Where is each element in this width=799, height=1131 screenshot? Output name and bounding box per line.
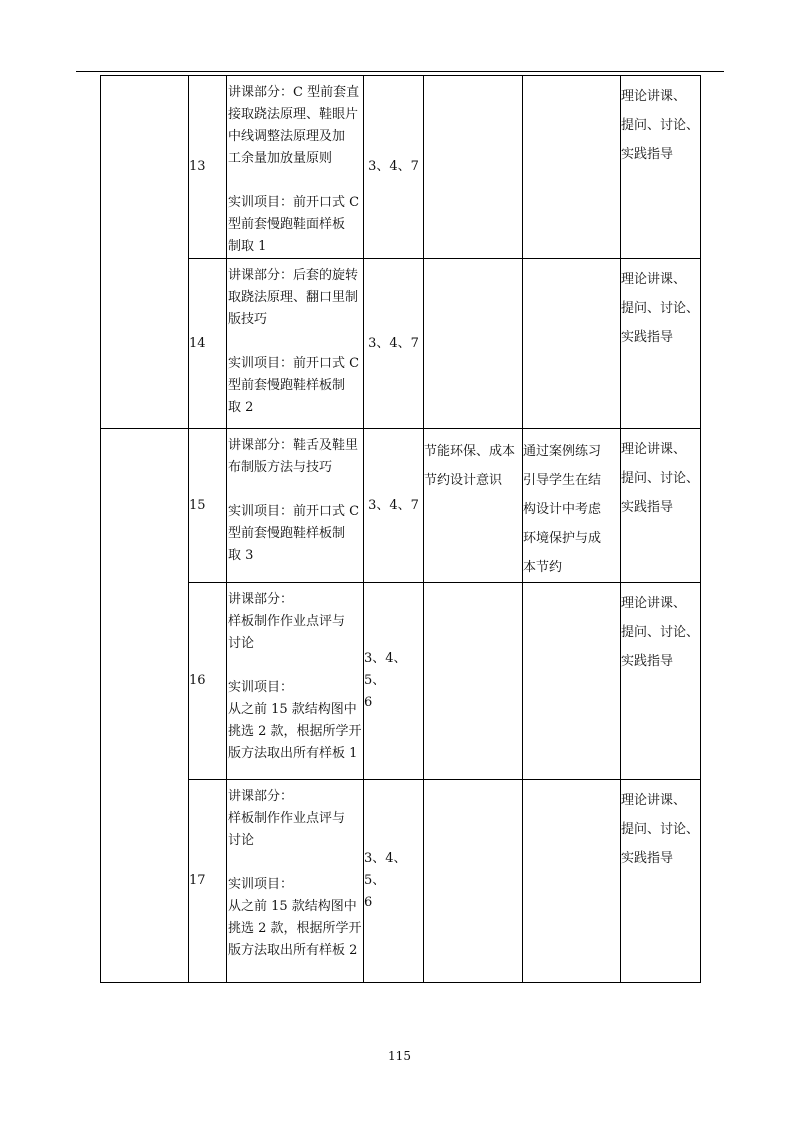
goals-text: 3、4、7 xyxy=(368,497,419,513)
content-cell xyxy=(227,259,364,429)
ideology-method xyxy=(523,780,621,983)
content-cell xyxy=(227,583,364,780)
content-cell xyxy=(227,76,364,259)
practice-text: 实训项目：前开口式 C 型前套慢跑鞋样板制 取 2 xyxy=(228,356,360,415)
practice-text: 实训项目：前开口式 C 型前套慢跑鞋样板制 取 3 xyxy=(228,504,360,563)
ideology-method: 通过案例练习 引导学生在结 构设计中考虑 环境保护与成 本节约 xyxy=(523,429,621,583)
table-row xyxy=(101,780,701,983)
goals-cell xyxy=(364,429,424,583)
ideology-points xyxy=(424,259,523,429)
content-cell xyxy=(227,780,364,983)
week-index: 16 xyxy=(189,583,227,780)
content-cell xyxy=(227,429,364,583)
teaching-method: 理论讲课、 提问、讨论、 实践指导 xyxy=(621,76,701,259)
goals-cell xyxy=(364,780,424,983)
page-number: 115 xyxy=(388,1049,411,1063)
goals-text: 3、4、5、 6 xyxy=(364,851,407,910)
table-row xyxy=(101,583,701,780)
week-index: 15 xyxy=(189,429,227,583)
ideology-method xyxy=(523,583,621,780)
lecture-text: 讲课部分： 样板制作作业点评与 讨论 xyxy=(228,789,346,848)
lecture-text: 讲课部分：鞋舌及鞋里 布制版方法与技巧 xyxy=(228,438,359,475)
ideology-method xyxy=(523,259,621,429)
schedule-table xyxy=(100,75,701,983)
goals-text: 3、4、7 xyxy=(368,159,419,174)
teaching-method: 理论讲课、 提问、讨论、 实践指导 xyxy=(621,583,701,780)
goals-cell xyxy=(364,583,424,780)
module-cell xyxy=(101,429,189,983)
lecture-text: 讲课部分： 样板制作作业点评与 讨论 xyxy=(228,592,346,651)
teaching-method: 理论讲课、 提问、讨论、 实践指导 xyxy=(621,259,701,429)
week-index: 14 xyxy=(189,259,227,429)
teaching-method: 理论讲课、 提问、讨论、 实践指导 xyxy=(621,780,701,983)
week-index: 13 xyxy=(189,76,227,259)
table-row xyxy=(101,429,701,583)
practice-text: 实训项目：前开口式 C 型前套慢跑鞋面样板 制取 1 xyxy=(228,195,360,254)
ideology-method xyxy=(523,76,621,259)
header-rule xyxy=(76,71,724,72)
ideology-points: 节能环保、成本 节约设计意识 xyxy=(424,429,523,583)
practice-text: 实训项目： 从之前 15 款结构图中 挑选 2 款，根据所学开 版方法取出所有样板 1 xyxy=(228,680,362,761)
table-row xyxy=(101,259,701,429)
goals-text: 3、4、7 xyxy=(368,335,419,351)
ideology-points xyxy=(424,780,523,983)
practice-text: 实训项目： 从之前 15 款结构图中 挑选 2 款，根据所学开 版方法取出所有样板 2 xyxy=(228,877,362,958)
goals-cell xyxy=(364,259,424,429)
goals-cell xyxy=(364,76,424,259)
table-row xyxy=(101,76,701,259)
ideology-points xyxy=(424,583,523,780)
teaching-method: 理论讲课、 提问、讨论、 实践指导 xyxy=(621,429,701,583)
ideology-points xyxy=(424,76,523,259)
week-index: 17 xyxy=(189,780,227,983)
lecture-text: 讲课部分：后套的旋转 取跷法原理、翻口里制 版技巧 xyxy=(228,268,359,327)
lecture-text: 讲课部分：C 型前套直 接取跷法原理、鞋眼片 中线调整法原理及加 工余量加放量原则 xyxy=(228,85,360,166)
module-cell xyxy=(101,76,189,429)
goals-text: 3、4、5、 6 xyxy=(364,651,407,710)
